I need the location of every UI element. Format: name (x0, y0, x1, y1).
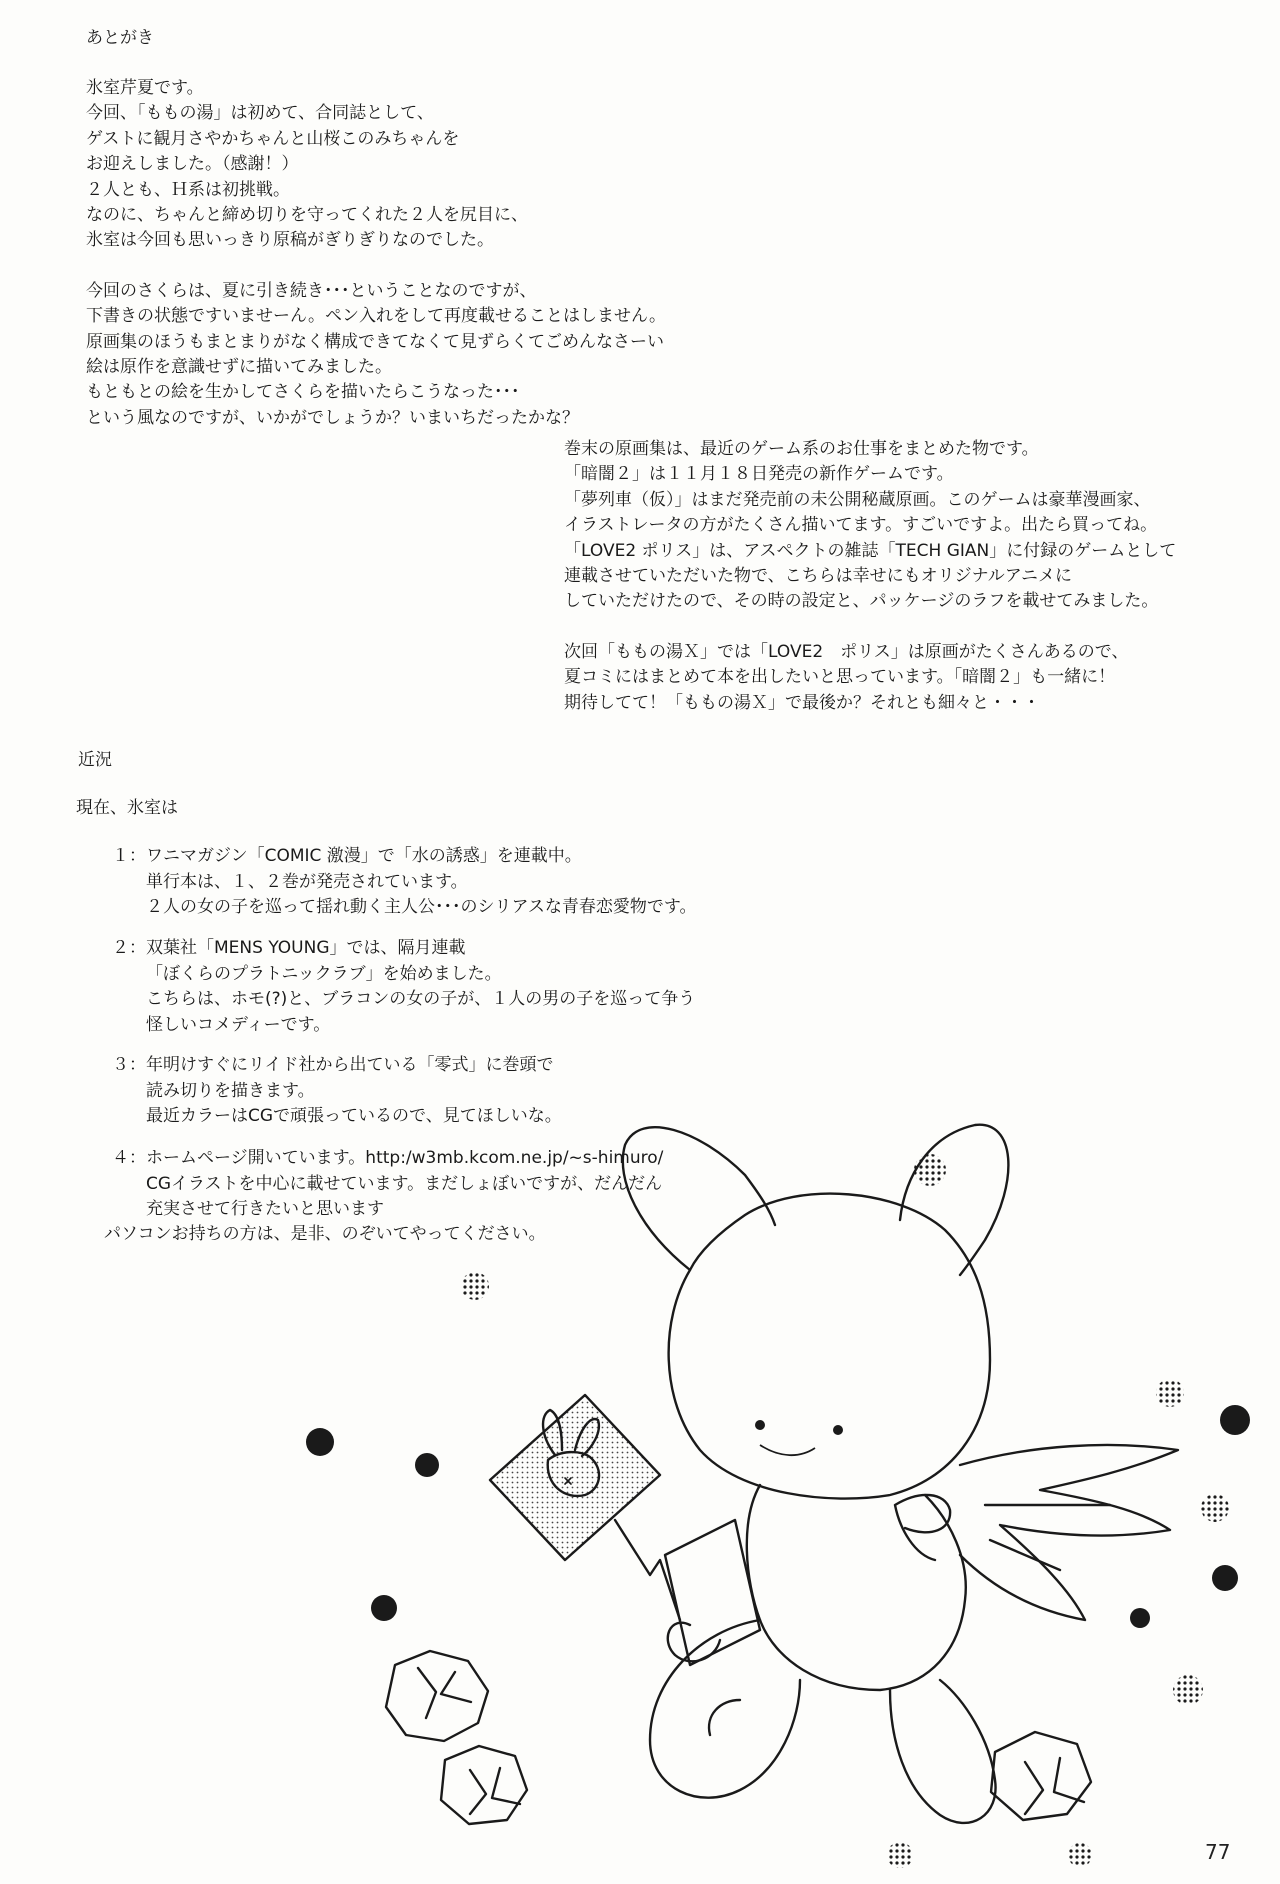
recent-item-line: 「ぼくらのプラトニックラブ」を始めました。 (146, 963, 502, 984)
afterword-line: 今回のさくらは、夏に引き続き･･･ということなのですが、 (86, 280, 537, 301)
recent-news-title: 近況 (78, 750, 112, 770)
afterword-line: なのに、ちゃんと締め切りを守ってくれた２人を尻目に、 (86, 205, 528, 226)
afterword-line: 氷室は今回も思いっきり原稿がぎりぎりなのでした。 (86, 230, 494, 251)
afterword-title: あとがき (86, 28, 154, 48)
wing (960, 1445, 1178, 1620)
gallery-note-line: していただけたので、その時の設定と、パッケージのラフを載せてみました。 (564, 591, 1159, 612)
recent-item-line: ２人の女の子を巡って揺れ動く主人公･･･のシリアスな青春恋愛物です。 (146, 897, 697, 918)
arm (668, 1623, 720, 1662)
afterword-line: ２人とも、Ｈ系は初挑戦。 (86, 179, 290, 200)
gallery-notes-section (564, 437, 1176, 716)
crumpled-paper (386, 1651, 488, 1741)
body (747, 1485, 966, 1690)
afterword-line: 今回、「ももの湯」は初めて、合同誌として、 (86, 103, 434, 124)
bow (895, 1495, 950, 1560)
afterword-line: お迎えしました。（感謝！） (86, 154, 299, 175)
dotted-circles (461, 1154, 1229, 1868)
head (669, 1194, 990, 1499)
left-leg (650, 1620, 800, 1798)
tail (709, 1700, 740, 1735)
recent-item-line: ３：年明けすぐにリイド社から出ている「零式」に巻頭で (112, 1055, 554, 1075)
recent-item-line: 充実させて行きたいと思います (146, 1199, 384, 1220)
right-leg (890, 1680, 996, 1823)
recent-news-intro: 現在、氷室は (76, 798, 178, 818)
recent-item-line: 読み切りを描きます。 (146, 1080, 315, 1101)
recent-item-line: 怪しいコメディーです。 (146, 1014, 331, 1035)
recent-news-item (112, 844, 696, 921)
gallery-note-line: イラストレータの方がたくさん描いてます。すごいですよ。出たら買ってね。 (564, 515, 1158, 536)
crumpled-paper (441, 1746, 527, 1824)
afterword-section (86, 26, 666, 431)
gallery-note-line: 巻末の原画集は、最近のゲーム系のお仕事をまとめた物です。 (564, 439, 1039, 459)
solid-circles (306, 1405, 1250, 1628)
gallery-note-line: 次回「ももの湯Ｘ」では「LOVE2 ポリス」は原画がたくさんあるので、 (564, 641, 1129, 662)
right-ear (900, 1125, 1008, 1275)
gallery-note-line: 期待してて！「ももの湯Ｘ」で最後か？それとも細々と・・・ (564, 692, 1040, 713)
crumpled-paper (991, 1732, 1091, 1820)
sign-board (490, 1395, 660, 1560)
afterword-line: 原画集のほうもまとまりがなく構成できてなくて見ずらくてごめんなさーい (86, 331, 664, 352)
recent-news-item (112, 936, 695, 1038)
recent-news-item (112, 1146, 663, 1223)
afterword-line: もともとの絵を生かしてさくらを描いたらこうなった･･･ (86, 382, 520, 403)
gallery-note-line: 連載させていただいた物で、こちらは幸せにもオリジナルアニメに (564, 566, 1072, 587)
afterword-line: 氷室芹夏です。 (86, 78, 204, 98)
afterword-line: 絵は原作を意識せずに描いてみました。 (86, 357, 392, 378)
afterword-line: ゲストに観月さやかちゃんと山桜このみちゃんを (86, 128, 460, 149)
recent-item-line: ２：双葉社「MENS YOUNG」では、隔月連載 (112, 938, 466, 958)
gallery-note-line: 「暗闇２」は１１月１８日発売の新作ゲームです。 (564, 464, 954, 485)
sign-handle (615, 1520, 680, 1620)
bunny-doodle (543, 1410, 599, 1496)
face (755, 1420, 843, 1435)
recent-item-line: CGイラストを中心に載せています。まだしょぼいですが、だんだん (146, 1173, 663, 1194)
recent-item-line: ４：ホームページ開いています。http:/w3mb.kcom.ne.jp/~s-himuro/ (112, 1148, 664, 1168)
note-paper (665, 1520, 760, 1665)
recent-news-item (112, 1053, 562, 1130)
recent-item-line: １：ワニマガジン「COMIC 激漫」で「水の誘惑」を連載中。 (112, 846, 582, 866)
closing-note: パソコンお持ちの方は、是非、のぞいてやってください。 (104, 1224, 546, 1244)
recent-item-line: こちらは、ホモ(?)と、ブラコンの女の子が、１人の男の子を巡って争う (146, 989, 696, 1010)
afterword-line: 下書きの状態ですいませーん。ペン入れをして再度載せることはしません。 (86, 306, 667, 327)
page-number: 77 (1205, 1840, 1231, 1864)
gallery-note-line: 「LOVE2 ポリス」は、アスペクトの雑誌「TECH GIAN」に付録のゲームとして (564, 540, 1177, 561)
afterword-line: という風なのですが、いかがでしょうか？いまいちだったかな？ (86, 407, 579, 428)
recent-item-line: 単行本は、１、２巻が発売されています。 (146, 871, 468, 892)
recent-item-line: 最近カラーはCGで頑張っているので、見てほしいな。 (146, 1106, 562, 1127)
gallery-note-line: 「夢列車（仮）」はまだ発売前の未公開秘蔵原画。このゲームは豪華漫画家、 (564, 489, 1151, 510)
gallery-note-line: 夏コミにはまとめて本を出したいと思っています。「暗闇２」も一緒に！ (564, 667, 1116, 688)
